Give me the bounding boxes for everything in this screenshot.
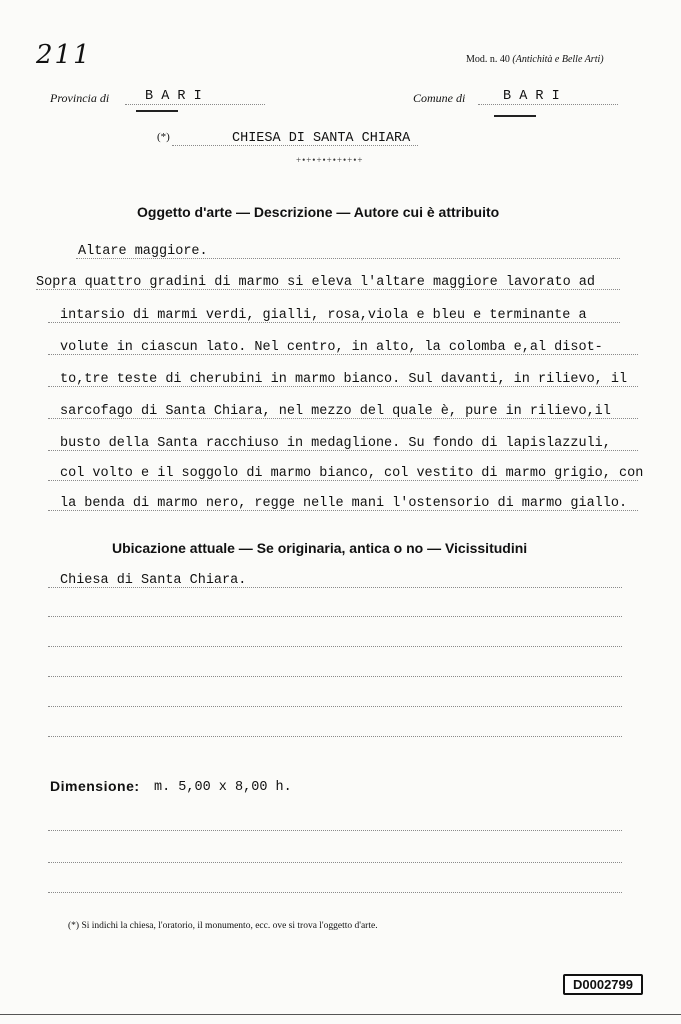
church-marker: (*): [157, 131, 170, 143]
comune-value: B A R I: [503, 89, 560, 104]
description-line: la benda di marmo nero, regge nelle mani l'ostensorio di marmo giallo.: [60, 496, 628, 511]
description-line: Sopra quattro gradini di marmo si eleva l'altare maggiore lavorato ad: [36, 275, 595, 290]
decorative-ornament: +•+•+•+•+•+•+: [296, 155, 364, 165]
rule: [48, 706, 622, 707]
rule: [48, 386, 638, 387]
rule: [48, 450, 638, 451]
description-line: to,tre teste di cherubini in marmo bianco. Sul davanti, in rilievo, il: [60, 372, 628, 387]
ubicazione-value: Chiesa di Santa Chiara.: [60, 573, 247, 588]
rule: [48, 862, 622, 863]
provincia-line: [125, 104, 265, 105]
rule: [48, 510, 638, 511]
provincia-value: B A R I: [145, 89, 202, 104]
rule: [48, 736, 622, 737]
rule: [48, 676, 622, 677]
description-line: sarcofago di Santa Chiara, nel mezzo del quale è, pure in rilievo,il: [60, 404, 611, 419]
comune-label: Comune di: [413, 91, 466, 105]
archive-code-stamp: D0002799: [563, 974, 643, 995]
rule: [48, 646, 622, 647]
comune-underline: [494, 115, 536, 117]
model-number: Mod. n. 40: [466, 54, 510, 65]
rule: [76, 258, 620, 259]
provincia-label: Provincia di: [50, 91, 110, 105]
bottom-scan-edge: [0, 1014, 681, 1015]
church-name: CHIESA DI SANTA CHIARA: [232, 131, 411, 146]
dimensione-value: m. 5,00 x 8,00 h.: [154, 780, 292, 795]
rule: [48, 418, 638, 419]
section-heading-oggetto: Oggetto d'arte — Descrizione — Autore cui è attribuito: [137, 204, 500, 220]
footnote: (*) Si indichi la chiesa, l'oratorio, il monumento, ecc. ove si trova l'oggetto d'arte.: [68, 921, 378, 931]
rule: [48, 892, 622, 893]
provincia-underline: [136, 110, 178, 112]
rule: [48, 830, 622, 831]
rule: [48, 587, 622, 588]
oggetto-title-line: Altare maggiore.: [78, 244, 208, 259]
section-heading-ubicazione: Ubicazione attuale — Se originaria, antica o no — Vicissitudini: [112, 540, 528, 556]
form-model-label: [466, 54, 604, 65]
description-line: intarsio di marmi verdi, gialli, rosa,viola e bleu e terminante a: [60, 308, 587, 323]
rule: [36, 289, 620, 290]
description-line: busto della Santa racchiuso in medaglione. Su fondo di lapislazzuli,: [60, 436, 611, 451]
description-line: volute in ciascun lato. Nel centro, in alto, la colomba e,al disot-: [60, 340, 603, 355]
rule: [48, 322, 620, 323]
rule: [48, 480, 638, 481]
description-line: col volto e il soggolo di marmo bianco, col vestito di marmo grigio, con: [60, 466, 644, 481]
dimensione-label: Dimensione:: [50, 778, 140, 794]
page-number: 211: [36, 40, 92, 70]
rule: [48, 616, 622, 617]
rule: [48, 354, 638, 355]
comune-line: [478, 104, 618, 105]
model-series: (Antichità e Belle Arti): [512, 54, 604, 65]
